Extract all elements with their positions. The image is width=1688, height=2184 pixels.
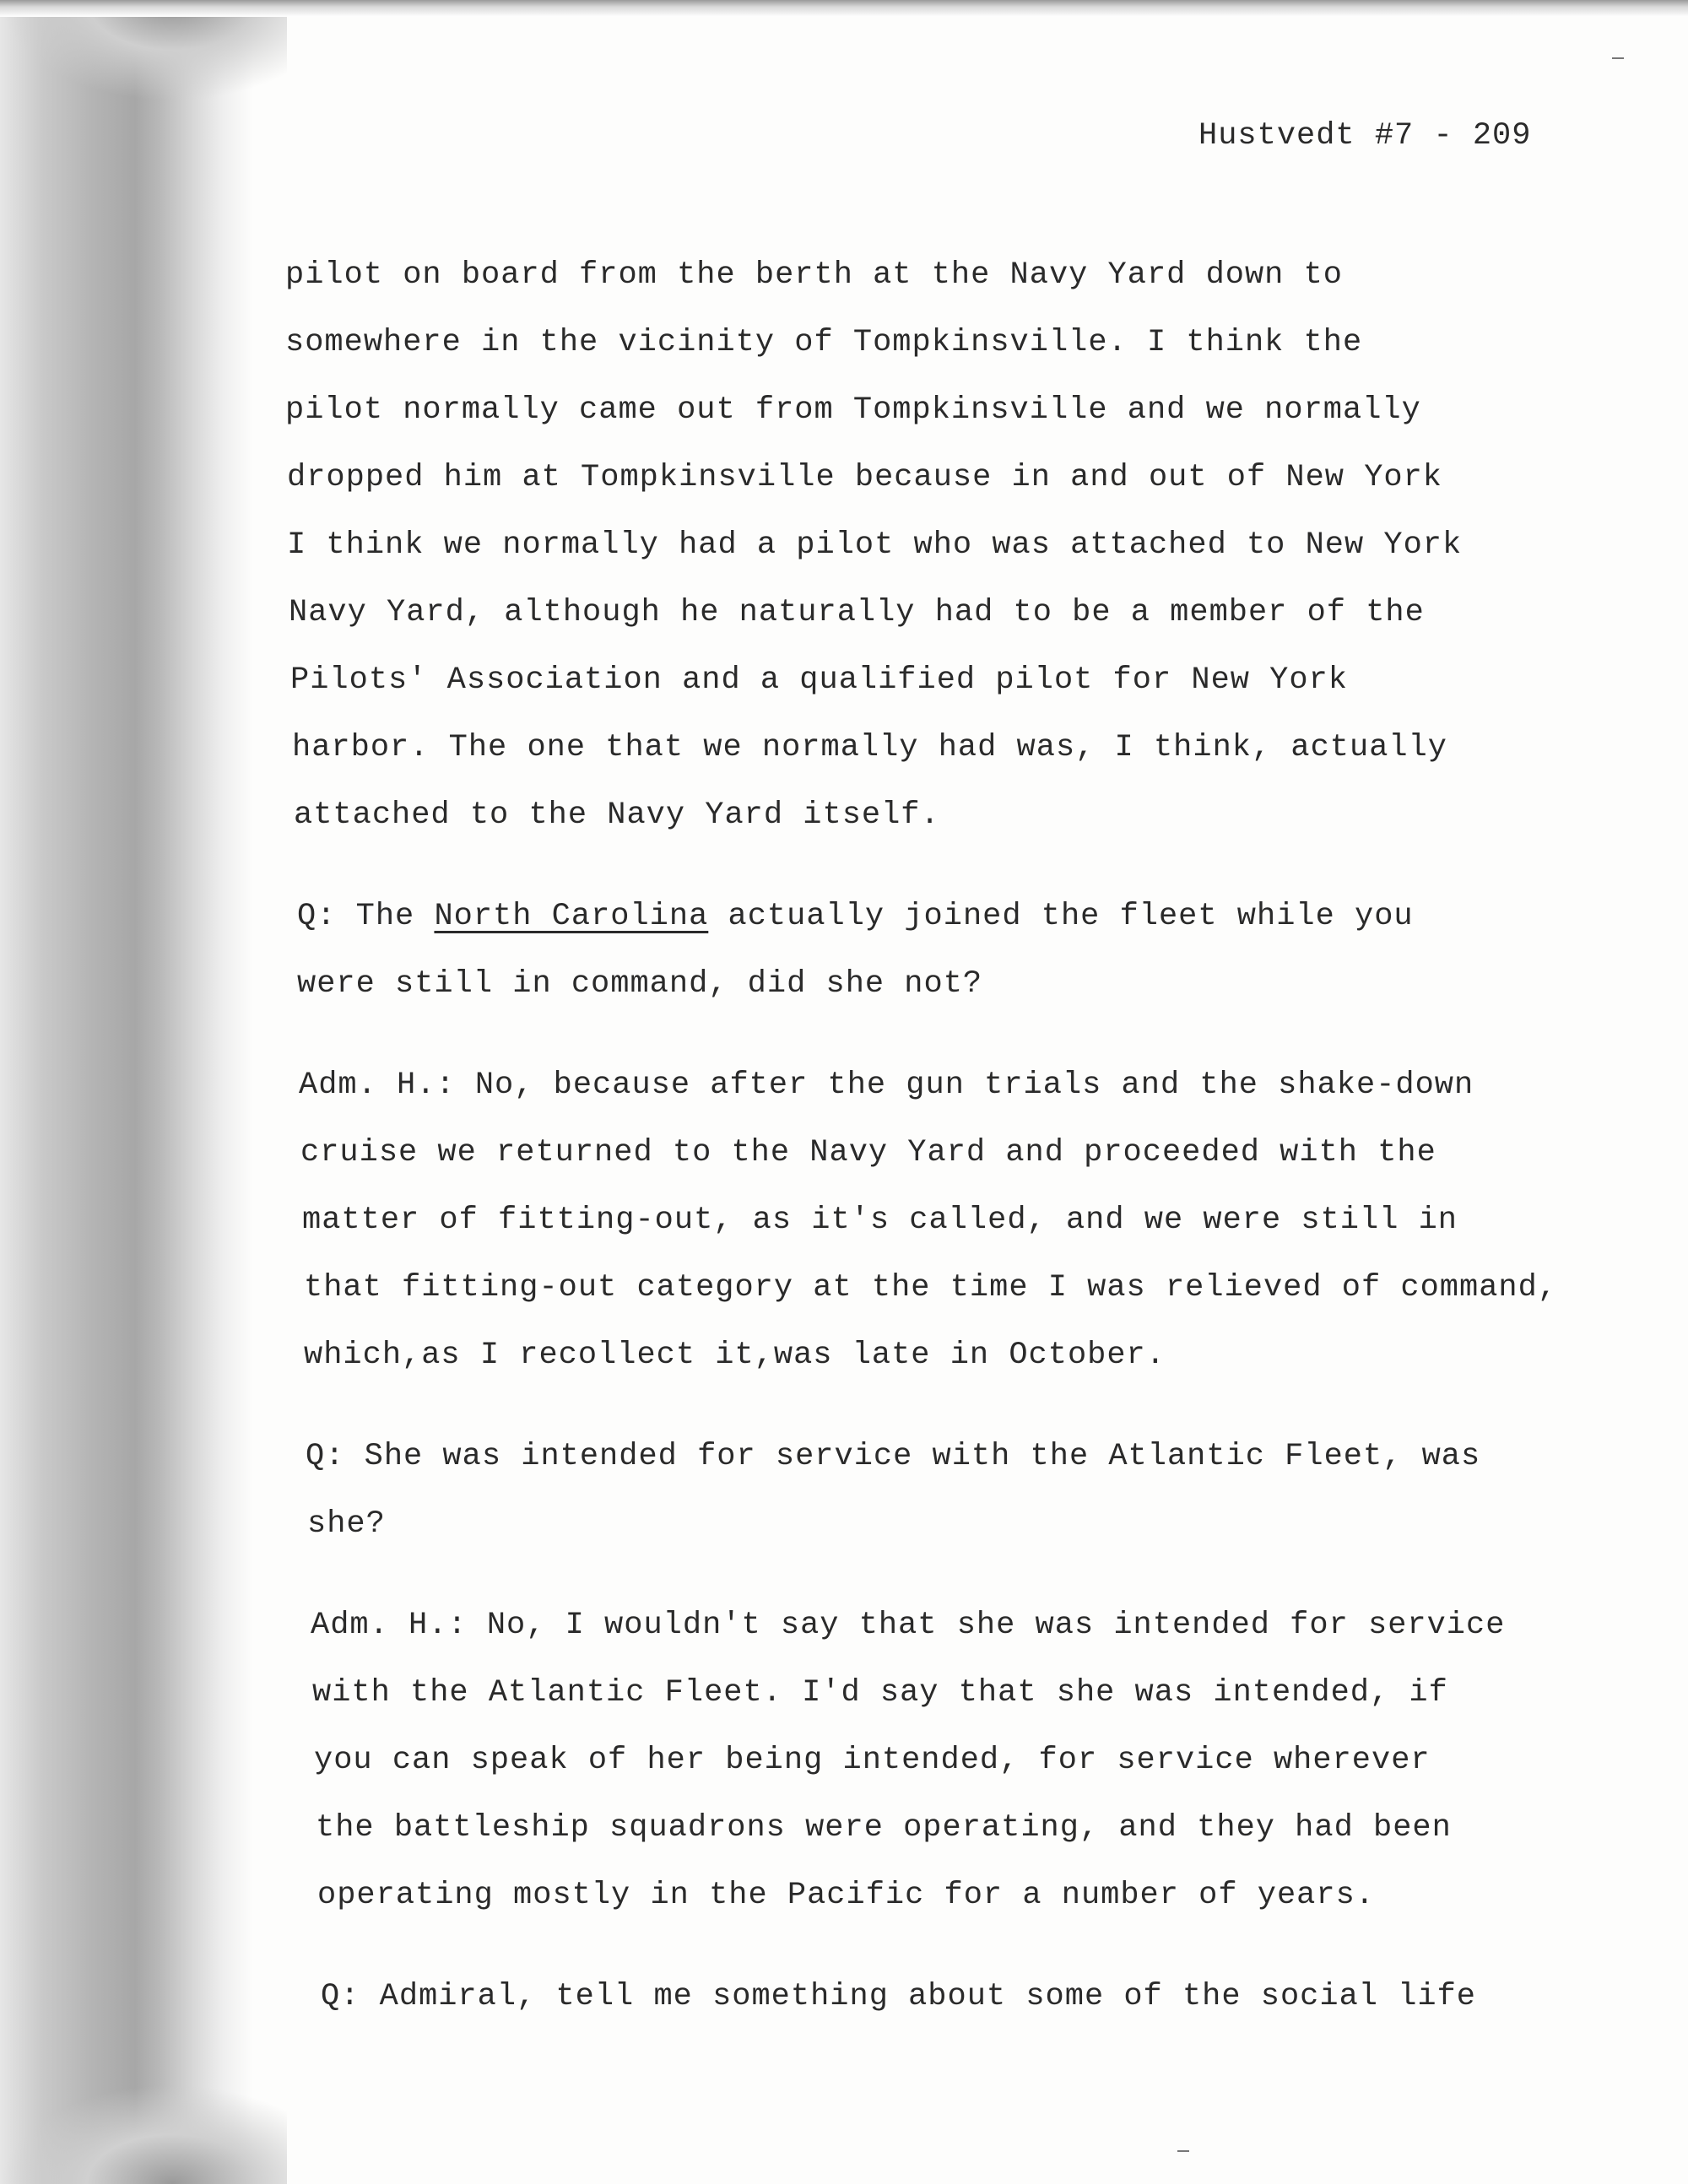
answer-line: Adm. H.: No, because after the gun trials and the shake-down bbox=[299, 1068, 1474, 1103]
scan-speck bbox=[1177, 2150, 1189, 2152]
question-line: were still in command, did she not? bbox=[297, 966, 983, 1002]
answer-line: operating mostly in the Pacific for a number of years. bbox=[317, 1878, 1375, 1913]
page-header: Hustvedt #7 - 209 bbox=[1198, 118, 1532, 154]
question-line: she? bbox=[307, 1506, 386, 1542]
text-line: pilot normally came out from Tompkinsville and we normally bbox=[285, 392, 1421, 428]
answer-line: that fitting-out category at the time I was relieved of command, bbox=[304, 1270, 1558, 1306]
answer-line: with the Atlantic Fleet. I'd say that she was intended, if bbox=[312, 1675, 1448, 1711]
binding-gutter-shadow bbox=[0, 0, 253, 2184]
question-line: Q: Admiral, tell me something about some of the social life bbox=[321, 1979, 1477, 2014]
text-line: I think we normally had a pilot who was attached to New York bbox=[287, 527, 1463, 563]
answer-line: cruise we returned to the Navy Yard and proceeded with the bbox=[300, 1135, 1436, 1170]
page-top-edge bbox=[0, 0, 1688, 17]
text-line: Navy Yard, although he naturally had to be a member of the bbox=[289, 595, 1425, 630]
text-line: dropped him at Tompkinsville because in and out of New York bbox=[287, 460, 1443, 495]
answer-line: which,as I recollect it,was late in October. bbox=[304, 1338, 1166, 1373]
text-line: harbor. The one that we normally had was, I think, actually bbox=[292, 730, 1448, 765]
answer-line: matter of fitting-out, as it's called, and we were still in bbox=[302, 1203, 1458, 1238]
scan-speck bbox=[1612, 57, 1624, 59]
text-line: pilot on board from the berth at the Navy Yard down to bbox=[285, 257, 1343, 293]
question-line bbox=[297, 899, 1414, 934]
answer-line: the battleship squadrons were operating, and they had been bbox=[316, 1810, 1452, 1846]
question-suffix: actually joined the fleet while you bbox=[708, 899, 1414, 934]
binding-bottom-curve bbox=[0, 2084, 287, 2184]
text-line: somewhere in the vicinity of Tompkinsville. I think the bbox=[285, 325, 1363, 360]
question-line: Q: She was intended for service with the Atlantic Fleet, was bbox=[306, 1439, 1481, 1474]
answer-line: you can speak of her being intended, for service wherever bbox=[314, 1743, 1431, 1778]
question-prefix: Q: The bbox=[297, 899, 435, 934]
text-line: Pilots' Association and a qualified pilot for New York bbox=[290, 662, 1348, 698]
ship-name: North Carolina bbox=[434, 899, 709, 934]
answer-line: Adm. H.: No, I wouldn't say that she was intended for service bbox=[311, 1608, 1506, 1643]
text-line: attached to the Navy Yard itself. bbox=[294, 797, 940, 833]
